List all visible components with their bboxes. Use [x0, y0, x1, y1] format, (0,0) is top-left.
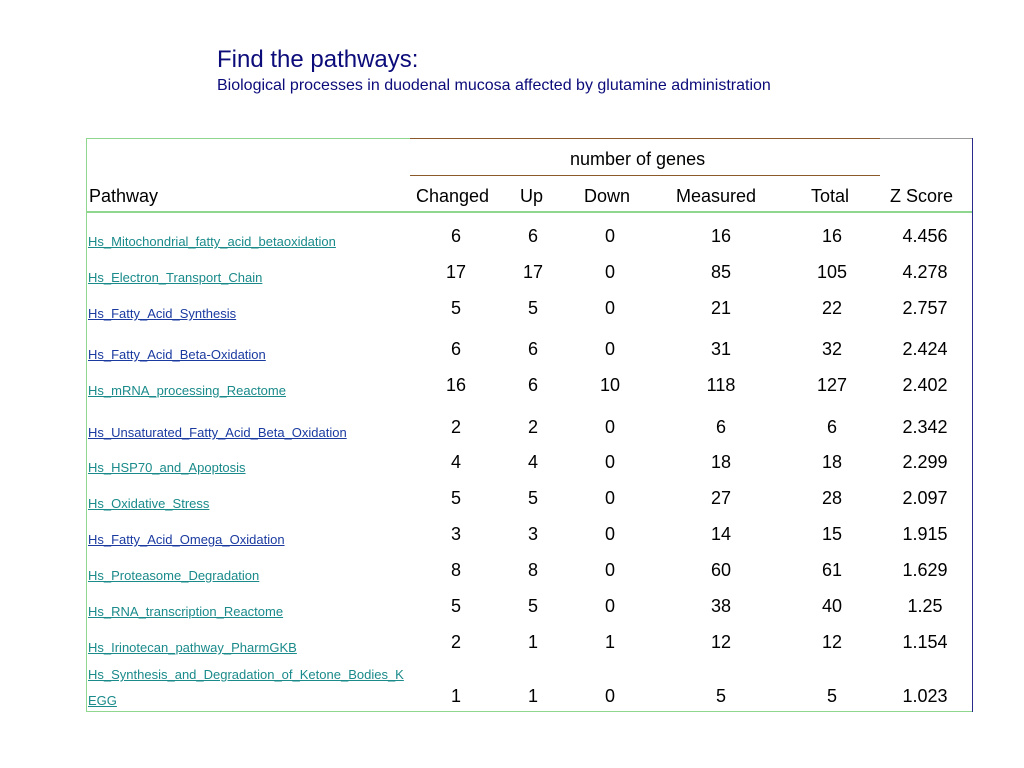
cell-measured: 118 — [706, 375, 736, 395]
cell-down: 0 — [604, 417, 615, 437]
header-divider — [86, 211, 972, 213]
cell-changed: 6 — [450, 226, 461, 246]
pathway-link[interactable]: Hs_Fatty_Acid_Beta-Oxidation — [88, 347, 266, 362]
cell-up: 8 — [527, 560, 538, 580]
header-z-score: Z Score — [890, 186, 954, 206]
cell-total: 18 — [821, 452, 843, 472]
pathway-link[interactable]: Hs_Irinotecan_pathway_PharmGKB — [88, 640, 297, 655]
pathway-link[interactable]: Hs_Mitochondrial_fatty_acid_betaoxidation — [88, 234, 336, 249]
cell-measured: 21 — [710, 298, 732, 318]
cell-down: 0 — [604, 524, 615, 544]
cell-z: 2.342 — [902, 417, 948, 437]
cell-measured: 14 — [710, 524, 732, 544]
cell-changed: 5 — [450, 298, 461, 318]
cell-measured: 27 — [710, 488, 732, 508]
cell-changed: 2 — [450, 417, 461, 437]
cell-down: 0 — [604, 298, 615, 318]
cell-changed: 16 — [445, 375, 467, 395]
pathway-link[interactable]: Hs_Unsaturated_Fatty_Acid_Beta_Oxidation — [88, 425, 347, 440]
header-measured: Measured — [676, 186, 757, 206]
cell-changed: 5 — [450, 596, 461, 616]
cell-z: 1.915 — [902, 524, 948, 544]
cell-z: 1.154 — [902, 632, 948, 652]
cell-total: 22 — [821, 298, 843, 318]
cell-total: 127 — [816, 375, 848, 395]
cell-up: 6 — [527, 226, 538, 246]
cell-measured: 6 — [715, 417, 726, 437]
cell-total: 6 — [826, 417, 837, 437]
pathway-link[interactable]: Hs_Synthesis_and_Degradation_of_Ketone_Bodies_KEGG — [88, 667, 404, 708]
cell-z: 4.278 — [902, 262, 948, 282]
header-total: Total — [811, 186, 850, 206]
cell-down: 0 — [604, 452, 615, 472]
cell-changed: 2 — [450, 632, 461, 652]
header-down: Down — [584, 186, 631, 206]
pathway-link[interactable]: Hs_Electron_Transport_Chain — [88, 270, 263, 285]
cell-z: 1.023 — [902, 686, 948, 706]
cell-total: 15 — [821, 524, 843, 544]
cell-down: 0 — [604, 560, 615, 580]
cell-total: 5 — [826, 686, 837, 706]
cell-changed: 1 — [450, 686, 461, 706]
cell-changed: 6 — [450, 339, 461, 359]
header-pathway: Pathway — [89, 186, 159, 206]
table-border-right — [972, 138, 973, 712]
table-border-top — [86, 138, 410, 139]
cell-up: 6 — [527, 339, 538, 359]
cell-down: 0 — [604, 339, 615, 359]
pathway-link[interactable]: Hs_Proteasome_Degradation — [88, 568, 260, 583]
cell-z: 1.629 — [902, 560, 948, 580]
pathway-link[interactable]: Hs_Oxidative_Stress — [88, 496, 210, 511]
cell-total: 40 — [821, 596, 843, 616]
cell-down: 0 — [604, 686, 615, 706]
cell-changed: 5 — [450, 488, 461, 508]
cell-measured: 38 — [710, 596, 732, 616]
cell-z: 4.456 — [902, 226, 948, 246]
cell-measured: 60 — [710, 560, 732, 580]
cell-up: 5 — [527, 298, 538, 318]
cell-down: 1 — [604, 632, 615, 652]
cell-changed: 3 — [450, 524, 461, 544]
cell-up: 5 — [527, 596, 538, 616]
cell-up: 3 — [527, 524, 538, 544]
group-header-bottom-rule — [410, 175, 880, 176]
cell-up: 2 — [527, 417, 538, 437]
cell-total: 28 — [821, 488, 843, 508]
cell-total: 32 — [821, 339, 843, 359]
table-border-left — [86, 138, 87, 712]
cell-up: 1 — [527, 632, 538, 652]
cell-z: 2.757 — [902, 298, 948, 318]
cell-measured: 18 — [710, 452, 732, 472]
cell-changed: 4 — [450, 452, 461, 472]
pathway-link[interactable]: Hs_HSP70_and_Apoptosis — [88, 460, 246, 475]
cell-changed: 17 — [445, 262, 467, 282]
cell-z: 1.25 — [907, 596, 943, 616]
cell-total: 61 — [821, 560, 843, 580]
pathway-link[interactable]: Hs_RNA_transcription_Reactome — [88, 604, 284, 619]
header-changed: Changed — [416, 186, 490, 206]
cell-total: 16 — [821, 226, 843, 246]
pathway-link[interactable]: Hs_Fatty_Acid_Omega_Oxidation — [88, 532, 285, 547]
page-title: Find the pathways: — [217, 46, 419, 73]
cell-up: 4 — [527, 452, 538, 472]
cell-down: 0 — [604, 596, 615, 616]
pathway-link[interactable]: Hs_mRNA_processing_Reactome — [88, 383, 286, 398]
page-subtitle: Biological processes in duodenal mucosa affected by glutamine administration — [217, 77, 771, 94]
cell-up: 5 — [527, 488, 538, 508]
cell-z: 2.097 — [902, 488, 948, 508]
group-header-top-rule — [410, 138, 880, 139]
pathway-link[interactable]: Hs_Fatty_Acid_Synthesis — [88, 306, 237, 321]
cell-total: 12 — [821, 632, 843, 652]
cell-up: 17 — [522, 262, 544, 282]
cell-total: 105 — [816, 262, 848, 282]
cell-measured: 31 — [710, 339, 732, 359]
cell-up: 6 — [527, 375, 538, 395]
table-border-top-right — [880, 138, 972, 139]
cell-z: 2.402 — [902, 375, 948, 395]
pathway-table — [86, 138, 973, 712]
cell-changed: 8 — [450, 560, 461, 580]
cell-down: 0 — [604, 226, 615, 246]
cell-measured: 85 — [710, 262, 732, 282]
cell-measured: 12 — [710, 632, 732, 652]
cell-measured: 5 — [715, 686, 726, 706]
cell-down: 0 — [604, 488, 615, 508]
cell-down: 10 — [599, 375, 621, 395]
cell-down: 0 — [604, 262, 615, 282]
cell-z: 2.424 — [902, 339, 948, 359]
cell-up: 1 — [527, 686, 538, 706]
group-header-number-of-genes: number of genes — [570, 149, 706, 169]
cell-z: 2.299 — [902, 452, 948, 472]
cell-measured: 16 — [710, 226, 732, 246]
header-up: Up — [520, 186, 544, 206]
